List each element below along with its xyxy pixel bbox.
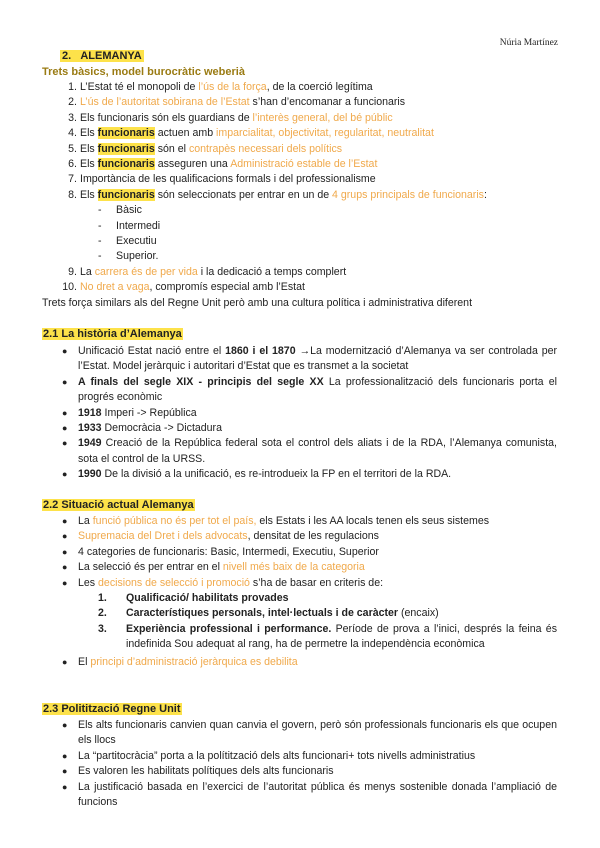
subtitle: Trets bàsics, model burocràtic weberià bbox=[42, 66, 245, 78]
list-item: 4. Els funcionaris actuen amb imparcialitat, objectivitat, regularitat, neutralitat bbox=[42, 126, 562, 141]
bullet-icon: ● bbox=[62, 516, 68, 526]
list-item: ● Supremacia del Dret i dels advocats, densitat de les regulacions bbox=[42, 529, 557, 544]
author-name: Núria Martínez bbox=[499, 38, 558, 48]
basics-list bbox=[42, 80, 562, 295]
section-title bbox=[60, 49, 144, 64]
list-item: 8. Els funcionaris són seleccionats per entrar en un de 4 grups principals de funcionaris: bbox=[42, 188, 562, 203]
item-number: 6. bbox=[68, 157, 77, 170]
bullet-icon: ● bbox=[62, 546, 68, 557]
section-heading-2-1: 2.1 La història d’Alemanya bbox=[43, 328, 182, 340]
item-number: 1. bbox=[68, 81, 77, 93]
list-item: ● El principi d’administració jeràrquica es debilita bbox=[42, 655, 557, 670]
list-item: ● 1990 De la divisió a la unificació, es re-introdueix la FP en el territori de la RDA. bbox=[42, 467, 557, 482]
list-item: 7. Importància de les qualificacions formals i del professionalisme bbox=[42, 172, 562, 187]
bullet-icon: ● bbox=[62, 407, 68, 418]
list-item: ● Els alts funcionaris canvien quan canvia el govern, però són professionals funcionaris els que ocupen els llocs bbox=[62, 719, 557, 747]
group-item: - Superior. bbox=[98, 250, 159, 263]
criteria-item: 1. Qualificació/ habilitats provades bbox=[98, 592, 289, 605]
section-number: 2. bbox=[62, 50, 72, 62]
list-item: ● 1918 Imperi -> República bbox=[42, 406, 557, 421]
list-item: 1. L’Estat té el monopoli de l’ús de la força, de la coerció legítima bbox=[42, 80, 562, 95]
list-item: ● La justificació basada en l’exercici de l’autoritat pública és menys sostenible donada l’ampliació de funcions bbox=[62, 780, 557, 809]
list-item: ● La “partitocràcia” porta a la polítització dels alts funcionari+ tots nivells administratius bbox=[42, 749, 557, 764]
list-item: 10. No dret a vaga, compromís especial amb l’Estat bbox=[42, 280, 562, 295]
bullet-icon: ● bbox=[62, 656, 68, 667]
group-item: - Executiu bbox=[98, 234, 157, 247]
list-item: ● A finals del segle XIX - principis del segle XX La professionalització dels funcionaris porta el progrés econòmic bbox=[62, 375, 558, 404]
list-item: 9. La carrera és de per vida i la dedicació a temps complert bbox=[42, 265, 562, 280]
list-item: 2. L’ús de l’autoritat sobirana de l’Estat s’han d’encomanar a funcionaris bbox=[42, 95, 562, 110]
list-item: ● Es valoren les habilitats polítiques dels alts funcionaris bbox=[42, 764, 557, 779]
list-item: 3. Els funcionaris són els guardians de l’interès general, del bé públic bbox=[42, 111, 562, 126]
bullet-icon: ● bbox=[62, 781, 68, 792]
group-item: - Bàsic bbox=[98, 204, 142, 217]
bullet-icon: ● bbox=[62, 423, 68, 434]
closing-paragraph: Trets força similars als del Regne Unit però amb una cultura política i administrativa diferent bbox=[42, 297, 473, 309]
bullet-icon: ● bbox=[62, 346, 68, 356]
list-item: ● Unificació Estat nació entre el 1860 i el 1870 →La modernització d’Alemanya va ser controlada per l’Estat. Model jeràrquic i autoritari d’Estat que es transmet a la societat bbox=[62, 345, 558, 373]
bullet-icon: ● bbox=[62, 577, 68, 588]
item-number: 10. bbox=[62, 281, 77, 294]
list-item: 5. Els funcionaris són el contrapès necessari dels polítics bbox=[42, 142, 562, 157]
list-item: ● La selecció és per entrar en el nivell més baix de la categoria bbox=[42, 560, 557, 575]
bullet-icon: ● bbox=[62, 469, 68, 480]
item-number: 7. bbox=[68, 173, 77, 186]
item-number: 4. bbox=[68, 127, 77, 140]
section-heading-2-3: 2.3 Politització Regne Unit bbox=[43, 703, 181, 715]
bullet-icon: ● bbox=[62, 720, 68, 730]
list-item: ● 4 categories de funcionaris: Basic, Intermedi, Executiu, Superior bbox=[42, 545, 557, 560]
list-item: ● 1933 Democràcia -> Dictadura bbox=[42, 421, 557, 436]
bullet-icon: ● bbox=[62, 438, 68, 449]
current-situation-list bbox=[42, 514, 557, 670]
bullet-icon: ● bbox=[62, 376, 68, 387]
group-item: - Intermedi bbox=[98, 219, 161, 232]
bullet-icon: ● bbox=[62, 531, 68, 542]
item-number: 9. bbox=[68, 265, 77, 278]
list-item: ● 1949 Creació de la República federal sota el control dels aliats i de la RDA, l’Alemanya comunista, sota el control de la URSS. bbox=[62, 437, 557, 465]
list-item: 6. Els funcionaris asseguren una Administració estable de l’Estat bbox=[42, 157, 562, 172]
history-list bbox=[42, 344, 557, 483]
politicization-list bbox=[42, 718, 557, 810]
item-number: 2. bbox=[68, 96, 77, 109]
bullet-icon: ● bbox=[62, 766, 68, 777]
criteria-item: 2. Característiques personals, intel·lectuals i de caràcter (encaix) bbox=[98, 607, 439, 620]
item-number: 5. bbox=[68, 142, 77, 155]
section-heading-2-2: 2.2 Situació actual Alemanya bbox=[43, 499, 194, 511]
criteria-item: 3. Experiència professional i performance. Període de prova a l’inici, després la feina és indefinida Sou adequat al rang, ha de permetre la independència econòmica bbox=[98, 622, 557, 651]
list-item: ● Les decisions de selecció i promoció s’ha de basar en criteris de: bbox=[42, 576, 557, 591]
bullet-icon: ● bbox=[62, 750, 68, 761]
list-item: ● La funció pública no és per tot el país, els Estats i les AA locals tenen els seus sistemes bbox=[42, 514, 557, 529]
item-number: 8. bbox=[68, 188, 77, 201]
item-number: 3. bbox=[68, 111, 77, 124]
bullet-icon: ● bbox=[62, 562, 68, 573]
section-title-text: ALEMANYA bbox=[80, 50, 142, 62]
